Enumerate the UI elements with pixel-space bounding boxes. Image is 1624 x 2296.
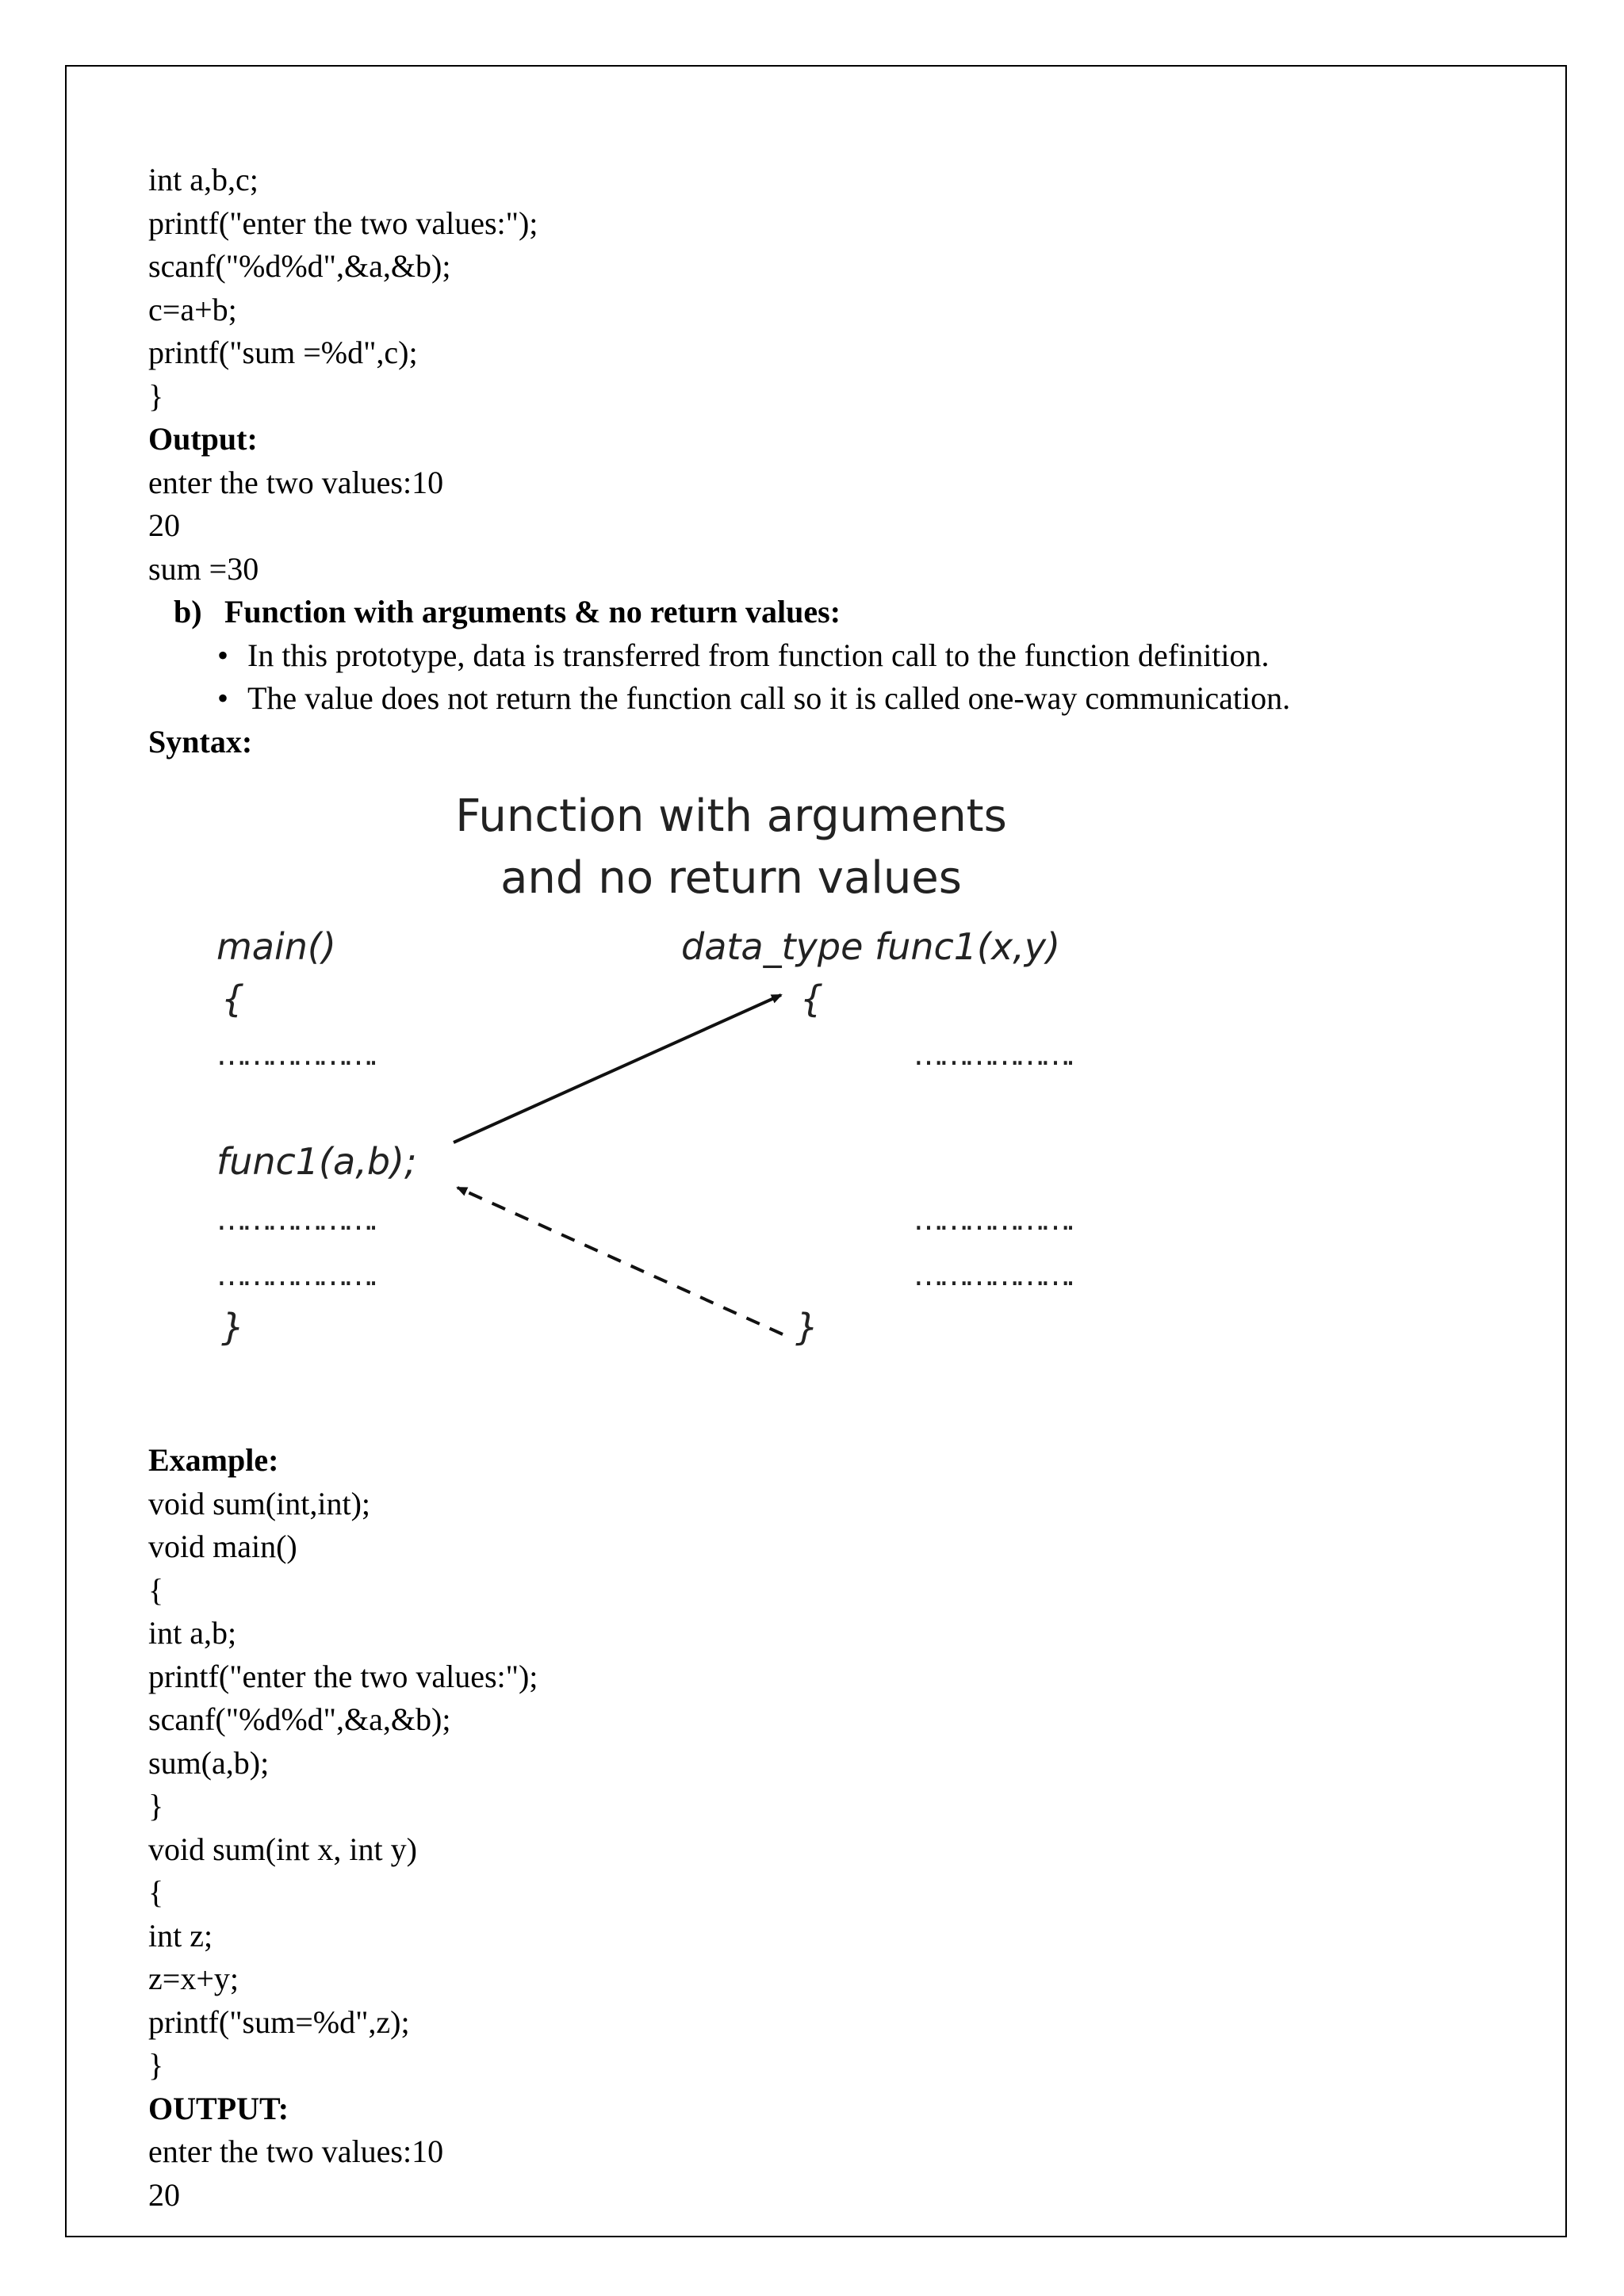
code-line: printf("enter the two values:"); [148, 1658, 538, 1694]
code-line: { [148, 1571, 164, 1608]
func-dots: ………………. [914, 1257, 1071, 1292]
document-body [148, 159, 1536, 2217]
main-open-brace: { [221, 978, 245, 1020]
code-line: printf("sum =%d",c); [148, 335, 418, 370]
main-dots: ………………. [216, 1257, 374, 1292]
bullet-item [148, 677, 1536, 721]
func-open-brace: { [800, 978, 824, 1020]
code-line: void sum(int x, int y) [148, 1831, 417, 1867]
main-dots: ………………. [216, 1202, 374, 1237]
subsection-number: b) [174, 594, 202, 629]
syntax-diagram [148, 763, 1536, 1439]
code-line: int a,b; [148, 1615, 237, 1651]
call-text: func1(a,b); [216, 1140, 417, 1183]
return-arrow-dashed [458, 1188, 783, 1334]
output-line: enter the two values:10 [148, 2133, 444, 2169]
bullet-item [148, 634, 1536, 678]
code-line: scanf("%d%d",&a,&b); [148, 1701, 451, 1737]
diagram-title-line1: Function with arguments [455, 790, 1007, 842]
code-line: z=x+y; [148, 1961, 239, 1996]
output-line: sum =30 [148, 550, 259, 587]
code-line: printf("sum=%d",z); [148, 2003, 410, 2040]
bullet-text: In this prototype, data is transferred from function call to the function definition. [247, 637, 1270, 673]
bullet-icon: • [217, 680, 229, 716]
output-line: enter the two values:10 [148, 464, 444, 500]
func-header: data_type func1(x,y) [681, 925, 1061, 968]
output-block-bottom [148, 2130, 1536, 2217]
code-line: scanf("%d%d",&a,&b); [148, 248, 451, 284]
code-line: printf("enter the two values:"); [148, 205, 538, 241]
func-dots: ………………. [914, 1037, 1071, 1072]
code-line: sum(a,b); [148, 1744, 270, 1781]
output2-heading: OUTPUT: [148, 2090, 289, 2126]
subsection-heading [148, 591, 1536, 634]
diagram-title-line2: and no return values [500, 852, 962, 904]
bullet-text: The value does not return the function call so it is called one-way communication. [247, 680, 1291, 716]
code-line: int a,b,c; [148, 162, 259, 197]
output-heading: Output: [148, 421, 258, 457]
code-line: { [148, 1874, 164, 1910]
code-line: c=a+b; [148, 291, 237, 327]
code-line: void main() [148, 1529, 297, 1564]
code-line: } [148, 1788, 164, 1823]
code-block-top [148, 159, 1536, 418]
subsection-title: Function with arguments & no return values: [224, 594, 841, 629]
diagram-svg [148, 763, 1536, 1439]
output-block-top [148, 461, 1536, 591]
call-arrow [454, 995, 781, 1142]
syntax-heading: Syntax: [148, 723, 253, 760]
main-dots: ………………. [216, 1037, 374, 1072]
code-block-example [148, 1483, 1536, 2087]
func-dots: ………………. [914, 1202, 1071, 1237]
code-line: } [148, 2047, 164, 2083]
output-line: 20 [148, 2176, 180, 2213]
code-line: int z; [148, 1917, 213, 1954]
example-heading: Example: [148, 1442, 279, 1478]
bullet-icon: • [217, 637, 229, 673]
func-close-brace: } [795, 1306, 819, 1349]
code-line: } [148, 377, 164, 414]
output-line: 20 [148, 507, 180, 543]
main-close-brace: } [221, 1306, 245, 1349]
code-line: void sum(int,int); [148, 1485, 370, 1521]
main-header: main() [216, 925, 336, 968]
